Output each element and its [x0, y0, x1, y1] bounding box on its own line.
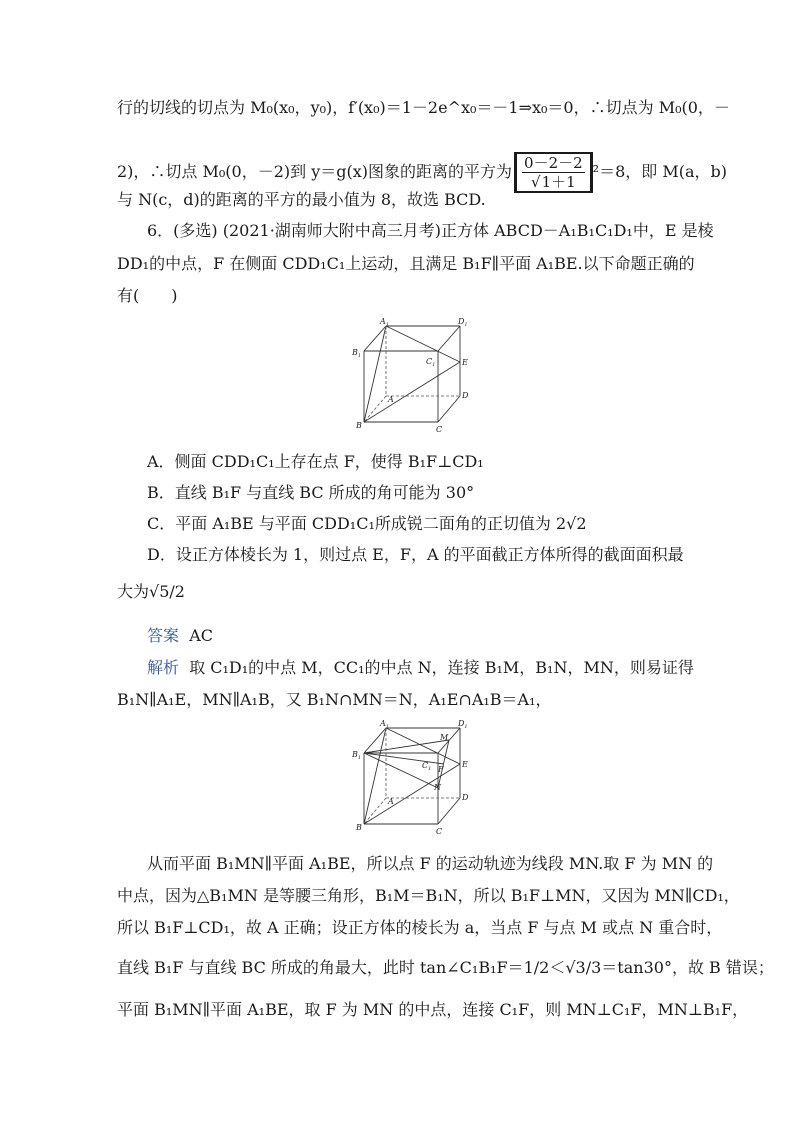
analysis-line-2: B₁N∥A₁E，MN∥A₁B，又 B₁N∩MN＝N，A₁E∩A₁B＝A₁， [117, 690, 552, 709]
label-D: D [462, 793, 469, 802]
label-C1: $C_1$ [426, 357, 436, 368]
solution-line-2-text: 2)，∴切点 M₀(0，－2)到 y＝g(x)图象的距离的平方为 [117, 162, 513, 181]
question-6-line-3: 有( ) [117, 286, 178, 305]
option-a: A．侧面 CDD₁C₁上存在点 F，使得 B₁F⊥CD₁ [147, 452, 484, 471]
label-D: D [462, 391, 469, 400]
label-D1: $D_1$ [458, 719, 468, 730]
label-B1: $B_1$ [352, 750, 362, 761]
fraction-denominator: 1＋1 [541, 173, 576, 191]
analysis-line-7: 平面 B₁MN∥平面 A₁BE，取 F 为 MN 的中点，连接 C₁F，则 MN⊥C₁F，MN⊥B₁F， [117, 1000, 749, 1019]
label-N: N [434, 783, 441, 792]
label-E: E [462, 358, 468, 367]
label-C: C [436, 827, 443, 836]
solution-line-3: 与 N(c，d)的距离的平方的最小值为 8，故选 BCD. [117, 190, 486, 209]
cube-figure-2 [348, 718, 474, 838]
question-6-line-1: 6．(多选) (2021·湖南师大附中高三月考)正方体 ABCD－A₁B₁C₁D₁中，E 是棱 [147, 221, 714, 240]
label-C1: $C_1$ [422, 761, 432, 772]
label-E: E [462, 760, 468, 769]
label-A1: $A_1$ [380, 317, 389, 328]
label-A: A [388, 395, 394, 404]
answer-value: AC [189, 626, 213, 645]
label-B: B [356, 823, 362, 832]
label-B: B [356, 421, 362, 430]
fraction-numerator: 0－2－2 [524, 154, 583, 172]
analysis-line-3: 从而平面 B₁MN∥平面 A₁BE，所以点 F 的运动轨迹为线段 MN.取 F 为 MN 的 [147, 854, 714, 873]
label-A: A [388, 797, 394, 806]
solution-line-2-tail: ²＝8，即 M(a，b) [592, 162, 728, 181]
option-d-line-2: 大为√5/2 [117, 582, 185, 601]
label-M: M [440, 733, 449, 742]
answer-line [147, 624, 213, 648]
analysis-line-1-text: 取 C₁D₁的中点 M，CC₁的中点 N，连接 B₁M，B₁N，MN，则易证得 [189, 658, 694, 677]
analysis-label: 解析 [147, 658, 180, 677]
option-c: C．平面 A₁BE 与平面 CDD₁C₁所成锐二面角的正切值为 2√2 [147, 514, 587, 533]
analysis-line-5: 所以 B₁F⊥CD₁，故 A 正确；设正方体的棱长为 a，当点 F 与点 M 或点 N 重合时， [117, 918, 723, 937]
solution-line-1: 行的切线的切点为 M₀(x₀，y₀)，f′(x₀)＝1－2e^x₀＝－1⇒x₀＝0，∴切点为 M₀(0，－ [117, 98, 730, 117]
label-A1: $A_1$ [380, 719, 389, 730]
solution-line-2 [117, 152, 727, 193]
question-6-line-2: DD₁的中点，F 在侧面 CDD₁C₁上运动，且满足 B₁F∥平面 A₁BE.以下命题正确的 [117, 254, 695, 273]
label-B1: $B_1$ [352, 348, 362, 359]
option-b: B．直线 B₁F 与直线 BC 所成的角可能为 30° [147, 483, 475, 502]
label-C: C [436, 425, 443, 434]
label-F: F [438, 765, 444, 774]
option-d-line-1: D．设正方体棱长为 1，则过点 E，F，A 的平面截正方体所得的截面面积最 [147, 545, 684, 564]
distance-fraction: $\frac{0-2-2}{√1+1}$ [514, 152, 593, 193]
analysis-line-1 [147, 656, 694, 680]
label-D1: $D_1$ [458, 317, 468, 328]
cube-figure-1 [348, 316, 474, 436]
analysis-line-4: 中点，因为△B₁MN 是等腰三角形，B₁M＝B₁N，所以 B₁F⊥MN，又因为 MN∥CD₁， [117, 886, 740, 905]
analysis-line-6: 直线 B₁F 与直线 BC 所成的角最大，此时 tan∠C₁B₁F＝1/2＜√3/3＝tan30°，故 B 错误； [117, 958, 774, 977]
answer-label: 答案 [147, 626, 180, 645]
